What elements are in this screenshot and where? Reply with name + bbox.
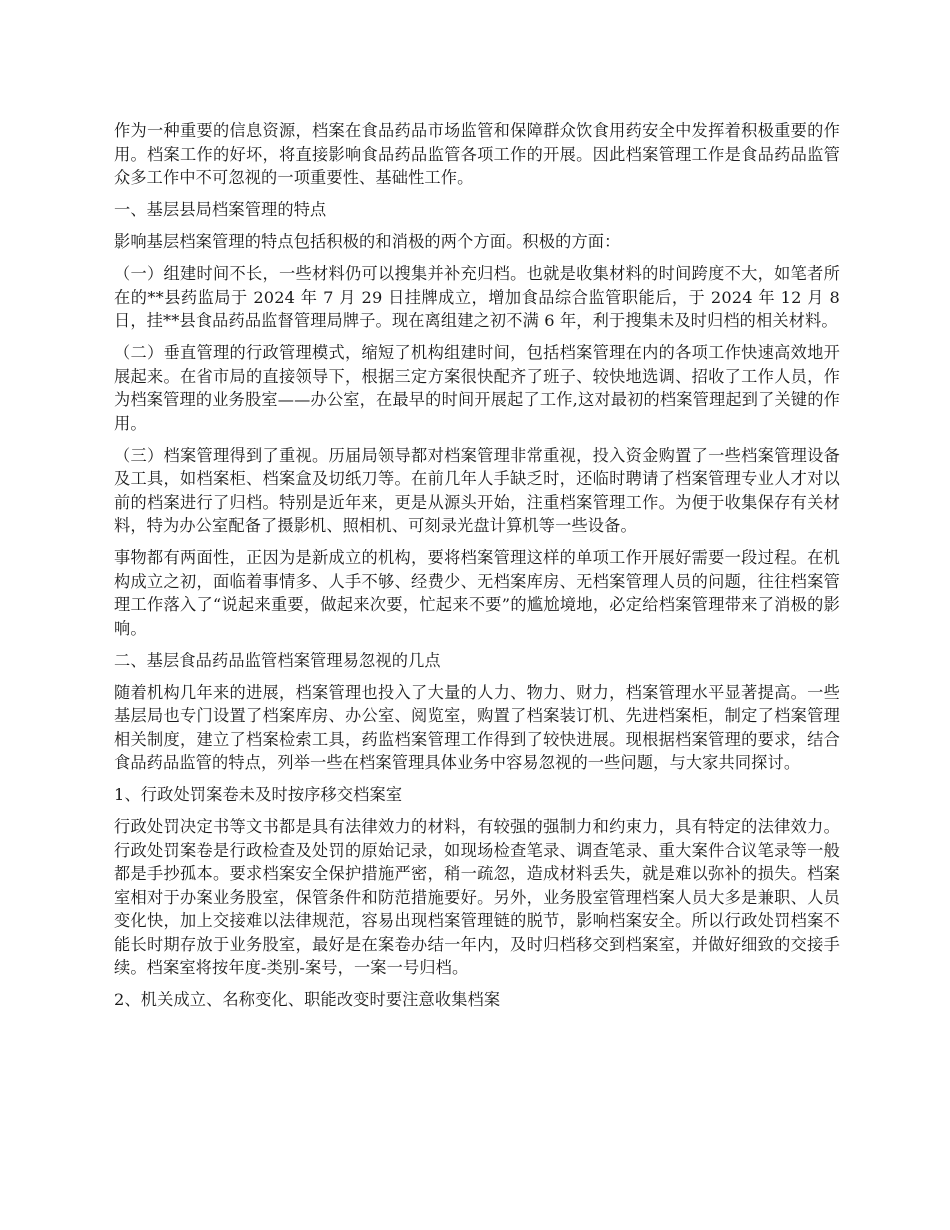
section-2-intro-paragraph: 随着机构几年来的进展，档案管理也投入了大量的人力、物力、财力，档案管理水平显著提高。一些基层局也专门设置了档案库房、办公室、阅览室，购置了档案装订机、先进档案柜，制定了档案管理相关制度，建立了档案检索工具，药监档案管理工作得到了较快进展。现根据档案管理的要求，结合食品药品监管的特点，列举一些在档案管理具体业务中容易忽视的一些问题，与大家共同探讨。 <box>114 682 840 772</box>
document-body <box>114 119 840 1020</box>
subheading-1: 1、行政处罚案卷未及时按序移交档案室 <box>114 785 403 804</box>
point-3-paragraph: （三）档案管理得到了重视。历届局领导都对档案管理非常重视，投入资金购置了一些档案管理设备及工具，如档案柜、档案盒及切纸刀等。在前几年人手缺乏时，还临时聘请了档案管理专业人才对以前的档案进行了归档。特别是近年来，更是从源头开始，注重档案管理工作。为便于收集保存有关材料，特为办公室配备了摄影机、照相机、可刻录光盘计算机等一些设备。 <box>114 445 840 535</box>
intro-paragraph: 作为一种重要的信息资源，档案在食品药品市场监管和保障群众饮食用药安全中发挥着积极重要的作用。档案工作的好坏，将直接影响食品药品监管各项工作的开展。因此档案管理工作是食品药品监管众多工作中不可忽视的一项重要性、基础性工作。 <box>114 121 840 187</box>
section-heading-2: 二、基层食品药品监管档案管理易忽视的几点 <box>114 650 441 670</box>
negative-aspects-paragraph: 事物都有两面性，正因为是新成立的机构，要将档案管理这样的单项工作开展好需要一段过程。在机构成立之初，面临着事情多、人手不够、经费少、无档案库房、无档案管理人员的问题，往往档案管理工作落入了“说起来重要，做起来次要，忙起来不要”的尴尬境地，必定给档案管理带来了消极的影响。 <box>114 548 840 638</box>
point-1-paragraph: （一）组建时间不长，一些材料仍可以搜集并补充归档。也就是收集材料的时间跨度不大，如笔者所在的**县药监局于 2024 年 7 月 29 日挂牌成立，增加食品综合监管职能后，于 2024 年 12 月 8 日，挂**县食品药品监督管理局牌子。现在离组建之初不满 6 年，利于搜集未及时归档的相关材料。 <box>114 264 840 330</box>
point-2-paragraph: （二）垂直管理的行政管理模式，缩短了机构组建时间，包括档案管理在内的各项工作快速高效地开展起来。在省市局的直接领导下，根据三定方案很快配齐了班子、较快地选调、招收了工作人员，作为档案管理的业务股室——办公室，在最早的时间开展起了工作,这对最初的档案管理起到了关键的作用。 <box>114 343 840 433</box>
subheading-1-paragraph: 行政处罚决定书等文书都是具有法律效力的材料，有较强的强制力和约束力，具有特定的法律效力。行政处罚案卷是行政检查及处罚的原始记录，如现场检查笔录、调查笔录、重大案件合议笔录等一般都是手抄孤本。要求档案安全保护措施严密，稍一疏忽，造成材料丢失，就是难以弥补的损失。档案室相对于办案业务股室，保管条件和防范措施要好。另外，业务股室管理档案人员大多是兼职、人员变化快，加上交接难以法律规范，容易出现档案管理链的脱节，影响档案安全。所以行政处罚档案不能长时期存放于业务股室，最好是在案卷办结一年内，及时归档移交到档案室，并做好细致的交接手续。档案室将按年度-类别-案号，一案一号归档。 <box>114 817 840 977</box>
subheading-2: 2、机关成立、名称变化、职能改变时要注意收集档案 <box>114 990 501 1009</box>
section-heading-1: 一、基层县局档案管理的特点 <box>114 200 327 219</box>
section-1-intro-paragraph: 影响基层档案管理的特点包括积极的和消极的两个方面。积极的方面： <box>114 232 621 251</box>
